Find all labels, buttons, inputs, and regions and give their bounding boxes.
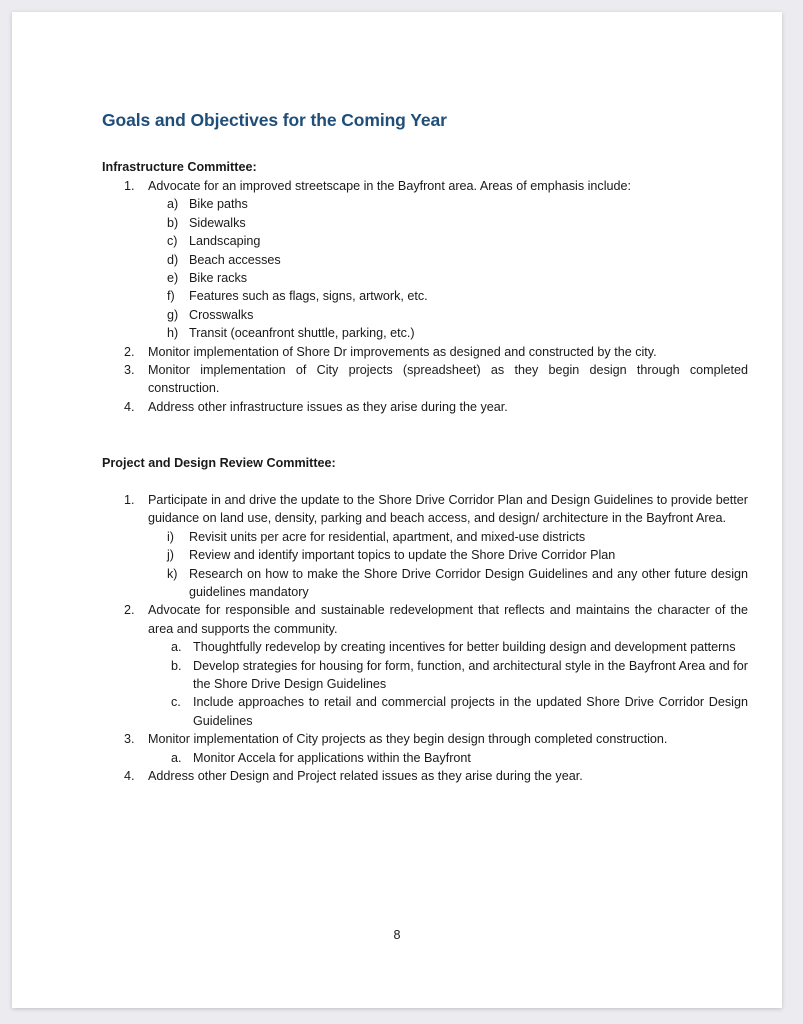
sublist-item [102, 195, 748, 213]
sublist-item-text: Transit (oceanfront shuttle, parking, etc.) [189, 326, 415, 341]
list-number: 2. [124, 603, 135, 618]
sublist-item [102, 269, 748, 287]
sublist-item-text: Research on how to make the Shore Drive Corridor Design Guidelines and any other future design guidelines mandatory [189, 566, 748, 600]
list-item-text: Address other infrastructure issues as they arise during the year. [148, 399, 508, 414]
sublist-item-text: Review and identify important topics to update the Shore Drive Corridor Plan [189, 548, 616, 563]
list-item [102, 343, 748, 361]
sublist-item-text: Bike racks [189, 271, 248, 286]
sublist-marker: h) [167, 326, 179, 341]
sublist-item [102, 546, 748, 564]
monitor-sublist [148, 749, 748, 767]
project-design-goals-list [102, 491, 748, 786]
list-item-text: Monitor implementation of City projects (spreadsheet) as they begin design through completed construction. [148, 363, 748, 396]
list-item-text: Advocate for an improved streetscape in the Bayfront area. Areas of emphasis include: [148, 179, 632, 193]
sublist-item-text: Monitor Accela for applications within the Bayfront [193, 750, 471, 765]
sublist-marker: i) [167, 529, 174, 544]
corridor-plan-sublist [148, 528, 748, 602]
sublist-marker: f) [167, 289, 175, 304]
sublist-item [102, 232, 748, 250]
sublist-marker: e) [167, 271, 179, 286]
sublist-item [102, 251, 748, 269]
redevelopment-sublist [148, 638, 748, 730]
list-item-text: Address other Design and Project related issues as they arise during the year. [148, 769, 583, 784]
list-item-text: Monitor implementation of City projects as they begin design through completed construction. [148, 732, 668, 747]
sublist-marker: c. [171, 695, 181, 710]
sublist-marker: a) [167, 197, 179, 212]
sublist-marker: j) [167, 548, 174, 563]
sublist-item [102, 324, 748, 342]
page-number: 8 [393, 928, 401, 942]
infrastructure-goals-list [102, 177, 748, 416]
list-item [102, 398, 748, 416]
sublist-item [102, 693, 748, 730]
page-title: Goals and Objectives for the Coming Year [102, 110, 447, 130]
sublist-item-text: Thoughtfully redevelop by creating incentives for better building design and development patterns [193, 640, 736, 655]
emphasis-sublist [148, 195, 748, 342]
sublist-item-text: Features such as flags, signs, artwork, etc. [189, 289, 428, 304]
section-heading-infrastructure: Infrastructure Committee: [102, 160, 257, 174]
sublist-marker: d) [167, 252, 179, 267]
list-number: 1. [124, 179, 135, 193]
sublist-item [102, 287, 748, 305]
sublist-item [102, 749, 748, 767]
sublist-item-text: Develop strategies for housing for form, function, and architectural style in the Bayfront Area and for the Shore Drive Design Guidelines [193, 658, 748, 692]
list-number: 3. [124, 732, 135, 747]
sublist-marker: k) [167, 566, 178, 581]
list-item [102, 361, 748, 398]
list-item-text: Advocate for responsible and sustainable redevelopment that reflects and maintains the character of the area and supports the community. [148, 603, 748, 636]
sublist-marker: a. [171, 750, 182, 765]
sublist-item-text: Crosswalks [189, 307, 254, 322]
list-item [102, 730, 748, 767]
list-number: 2. [124, 344, 135, 359]
sublist-item [102, 657, 748, 694]
list-item-text: Monitor implementation of Shore Dr improvements as designed and constructed by the city. [148, 344, 657, 359]
list-item [102, 177, 748, 343]
list-number: 1. [124, 493, 135, 507]
list-number: 3. [124, 363, 135, 378]
sublist-item-text: Include approaches to retail and commercial projects in the updated Shore Drive Corridor Design Guidelines [193, 695, 748, 728]
list-item [102, 767, 748, 785]
sublist-item [102, 638, 748, 656]
sublist-item [102, 214, 748, 232]
sublist-marker: c) [167, 234, 178, 249]
sublist-marker: a. [171, 640, 182, 655]
sublist-item [102, 528, 748, 546]
sublist-item [102, 306, 748, 324]
sublist-item-text: Bike paths [189, 197, 248, 212]
sublist-marker: b. [171, 658, 182, 673]
sublist-item-text: Revisit units per acre for residential, apartment, and mixed-use districts [189, 529, 586, 544]
sublist-marker: g) [167, 307, 179, 322]
list-item [102, 601, 748, 730]
list-item-text: Participate in and drive the update to the Shore Drive Corridor Plan and Design Guidelines to provide better guidance on land use, density, parking and beach access, and design/ architecture in the Bayfront Area. [148, 493, 748, 526]
sublist-item [102, 565, 748, 602]
list-number: 4. [124, 769, 135, 784]
sublist-item-text: Sidewalks [189, 215, 246, 230]
sublist-marker: b) [167, 215, 179, 230]
document-page [12, 12, 782, 1008]
section-heading-project-design-review: Project and Design Review Committee: [102, 456, 336, 470]
sublist-item-text: Beach accesses [189, 252, 281, 267]
sublist-item-text: Landscaping [189, 234, 261, 249]
list-item [102, 491, 748, 601]
list-number: 4. [124, 399, 135, 414]
